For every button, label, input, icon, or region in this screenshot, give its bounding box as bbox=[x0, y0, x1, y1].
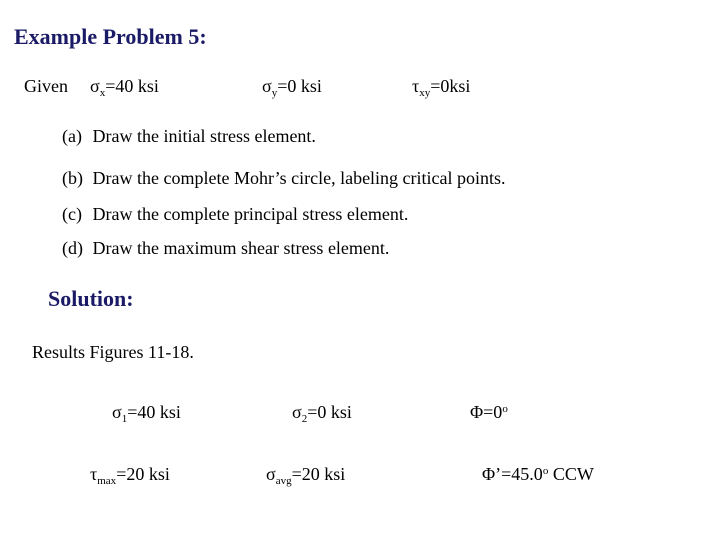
tau-max-subscript: max bbox=[97, 475, 117, 487]
result-sigma-2 bbox=[292, 402, 352, 423]
tau-xy-value: =0ksi bbox=[430, 76, 471, 96]
sigma-2-subscript: 2 bbox=[301, 413, 308, 425]
sigma-1-value: =40 ksi bbox=[127, 402, 181, 422]
result-tau-max bbox=[90, 464, 170, 485]
result-sigma-avg bbox=[266, 464, 345, 485]
result-phi-prime bbox=[482, 464, 594, 485]
given-sigma-x bbox=[90, 76, 159, 97]
task-d-label: (d) bbox=[62, 238, 83, 258]
task-a-label: (a) bbox=[62, 126, 82, 146]
task-a-text: Draw the initial stress element. bbox=[92, 126, 316, 146]
phi-prime-value: Φ’=45.0 bbox=[482, 464, 543, 484]
sigma-x-symbol: σ bbox=[90, 76, 100, 96]
task-c bbox=[62, 204, 408, 225]
phi-degree: o bbox=[502, 403, 508, 415]
task-b bbox=[62, 168, 506, 189]
tau-xy-subscript: xy bbox=[419, 87, 431, 99]
given-label: Given bbox=[24, 76, 68, 96]
sigma-2-symbol: σ bbox=[292, 402, 302, 422]
sigma-avg-value: =20 ksi bbox=[291, 464, 346, 484]
given-tau-xy bbox=[412, 76, 470, 97]
sigma-2-value: =0 ksi bbox=[307, 402, 352, 422]
task-b-label: (b) bbox=[62, 168, 83, 188]
results-reference: Results Figures 11-18. bbox=[32, 342, 194, 362]
phi-value: Φ=0 bbox=[470, 402, 503, 422]
task-d-text: Draw the maximum shear stress element. bbox=[92, 238, 390, 258]
sigma-y-value: =0 ksi bbox=[277, 76, 322, 96]
sigma-1-symbol: σ bbox=[112, 402, 122, 422]
task-a bbox=[62, 126, 316, 147]
sigma-x-subscript: x bbox=[99, 87, 106, 99]
task-b-text: Draw the complete Mohr’s circle, labeling critical points. bbox=[92, 168, 506, 188]
sigma-x-value: =40 ksi bbox=[105, 76, 159, 96]
result-sigma-1 bbox=[112, 402, 181, 423]
task-c-label: (c) bbox=[62, 204, 82, 224]
page-title: Example Problem 5: bbox=[14, 24, 207, 49]
sigma-y-symbol: σ bbox=[262, 76, 272, 96]
tau-max-value: =20 ksi bbox=[116, 464, 170, 484]
tau-xy-symbol: τ bbox=[412, 76, 420, 96]
result-phi bbox=[470, 402, 508, 423]
given-sigma-y bbox=[262, 76, 322, 97]
task-c-text: Draw the complete principal stress element. bbox=[92, 204, 409, 224]
phi-prime-degree: o bbox=[542, 465, 549, 477]
tau-max-symbol: τ bbox=[90, 464, 98, 484]
sigma-avg-subscript: avg bbox=[275, 475, 292, 487]
phi-prime-direction: CCW bbox=[548, 464, 594, 484]
task-d bbox=[62, 238, 389, 259]
sigma-avg-symbol: σ bbox=[266, 464, 276, 484]
sigma-1-subscript: 1 bbox=[121, 413, 128, 425]
sigma-y-subscript: y bbox=[271, 87, 278, 99]
solution-heading: Solution: bbox=[48, 286, 134, 311]
